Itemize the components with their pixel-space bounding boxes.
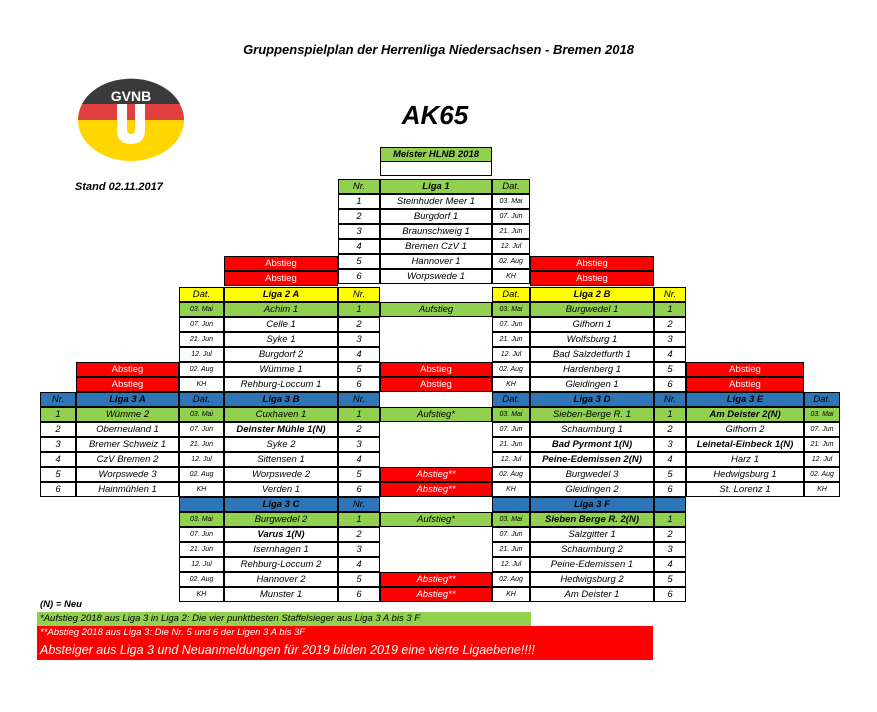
- table-cell-date: 07. Jun: [179, 317, 224, 332]
- table-cell-team: Burgwedel 3: [530, 467, 654, 482]
- stand-date: Stand 02.11.2017: [75, 181, 163, 193]
- table-cell-team: Leinetal-Einbeck 1(N): [686, 437, 804, 452]
- table-cell-nr: 6: [654, 587, 686, 602]
- table-cell-nr: 3: [654, 332, 686, 347]
- table-cell-nr: 4: [338, 557, 380, 572]
- aufstieg-note: *Aufstieg 2018 aus Liga 3 in Liga 2: Die vier punktbesten Staffelsieger aus Liga 3 A bis 3 F: [37, 612, 531, 626]
- table-cell-nr: 2: [338, 422, 380, 437]
- liga3-aufstieg: Aufstieg*: [380, 512, 492, 527]
- table-cell-team: Isernhagen 1: [224, 542, 338, 557]
- table-cell-date: 12. Jul: [492, 239, 530, 254]
- table-cell-team: Hainmühlen 1: [76, 482, 179, 497]
- table-cell-nr: 1: [654, 302, 686, 317]
- table-cell-team: Hannover 2: [224, 572, 338, 587]
- table-cell-date: 03. Mai: [804, 407, 840, 422]
- table-cell-date: 02. Aug: [492, 467, 530, 482]
- table-cell-date: 03. Mai: [492, 512, 530, 527]
- table-cell-nr: 4: [654, 557, 686, 572]
- liga2b-header-dat: Dat.: [492, 287, 530, 302]
- table-cell-team: Wolfsburg 1: [530, 332, 654, 347]
- liga2a-abstieg: Abstieg: [76, 377, 179, 392]
- table-cell-date: 21. Jun: [492, 542, 530, 557]
- liga3d-header-dat: Dat.: [492, 392, 530, 407]
- neu-note: (N) = Neu: [40, 599, 82, 610]
- liga3c-header-nr: Nr.: [338, 497, 380, 512]
- page-title: Gruppenspielplan der Herrenliga Niedersachsen - Bremen 2018: [243, 42, 634, 57]
- liga2a-header-nr: Nr.: [338, 287, 380, 302]
- table-cell-team: Munster 1: [224, 587, 338, 602]
- table-cell-date: 03. Mai: [492, 302, 530, 317]
- table-cell-nr: 5: [338, 572, 380, 587]
- table-cell-date: KH: [179, 587, 224, 602]
- abstieg-note: **Abstieg 2018 aus Liga 3: Die Nr. 5 und 6 der Ligen 3 A bis 3F: [37, 626, 653, 640]
- table-cell-team: Hardenberg 1: [530, 362, 654, 377]
- table-cell-nr: 4: [654, 452, 686, 467]
- table-cell-team: Varus 1(N): [224, 527, 338, 542]
- table-cell-nr: 6: [338, 587, 380, 602]
- meister-header: Meister HLNB 2018: [380, 147, 492, 162]
- liga3f-header-blank: [654, 497, 686, 512]
- table-cell-nr: 2: [338, 527, 380, 542]
- gvnb-logo: [77, 78, 185, 162]
- liga2b-abstieg: Abstieg: [686, 362, 804, 377]
- table-cell-date: KH: [492, 377, 530, 392]
- table-cell-team: Sittensen 1: [224, 452, 338, 467]
- liga3b-header-title: Liga 3 B: [224, 392, 338, 407]
- table-cell-date: KH: [804, 482, 840, 497]
- table-cell-date: KH: [179, 482, 224, 497]
- table-cell-date: 12. Jul: [179, 452, 224, 467]
- liga2b-abstieg: Abstieg: [686, 377, 804, 392]
- table-cell-date: 21. Jun: [179, 437, 224, 452]
- table-cell-nr: 3: [654, 437, 686, 452]
- liga3-abstieg: Abstieg**: [380, 572, 492, 587]
- table-cell-team: Bad Pyrmont 1(N): [530, 437, 654, 452]
- liga3c-header-title: Liga 3 C: [224, 497, 338, 512]
- table-cell-date: 12. Jul: [492, 347, 530, 362]
- table-cell-nr: 3: [338, 332, 380, 347]
- table-cell-date: KH: [179, 377, 224, 392]
- table-cell-date: 21. Jun: [492, 332, 530, 347]
- table-cell-nr: 2: [654, 317, 686, 332]
- liga3a-header-dat: Dat.: [179, 392, 224, 407]
- table-cell-date: 02. Aug: [804, 467, 840, 482]
- table-cell-nr: 3: [654, 542, 686, 557]
- liga2-aufstieg: Aufstieg: [380, 302, 492, 317]
- table-cell-team: Hannover 1: [380, 254, 492, 269]
- meister-cell: [380, 161, 492, 176]
- table-cell-team: Celle 1: [224, 317, 338, 332]
- liga3a-header-nr: Nr.: [40, 392, 76, 407]
- table-cell-nr: 4: [338, 347, 380, 362]
- liga3f-header-blank: [492, 497, 530, 512]
- table-cell-team: Burgdorf 1: [380, 209, 492, 224]
- banner-note: Absteiger aus Liga 3 und Neuanmeldungen für 2019 bilden 2019 eine vierte Ligaebene!!!!: [37, 640, 653, 660]
- table-cell-date: 03. Mai: [179, 302, 224, 317]
- table-cell-team: Am Deister 2(N): [686, 407, 804, 422]
- table-cell-date: 02. Aug: [179, 572, 224, 587]
- table-cell-date: 02. Aug: [179, 362, 224, 377]
- table-cell-nr: 6: [40, 482, 76, 497]
- liga1-abstieg-right: Abstieg: [530, 256, 654, 271]
- liga3e-header-dat: Dat.: [804, 392, 840, 407]
- table-cell-nr: 6: [654, 377, 686, 392]
- table-cell-team: Oberneuland 1: [76, 422, 179, 437]
- table-cell-team: Salzgitter 1: [530, 527, 654, 542]
- table-cell-nr: 6: [338, 377, 380, 392]
- table-cell-date: 21. Jun: [179, 332, 224, 347]
- table-cell-nr: 1: [338, 194, 380, 209]
- table-cell-nr: 3: [338, 542, 380, 557]
- table-cell-team: Deinster Mühle 1(N): [224, 422, 338, 437]
- table-cell-date: 02. Aug: [179, 467, 224, 482]
- liga2a-header-dat: Dat.: [179, 287, 224, 302]
- table-cell-team: CzV Bremen 2: [76, 452, 179, 467]
- table-cell-nr: 1: [40, 407, 76, 422]
- table-cell-team: Am Deister 1: [530, 587, 654, 602]
- table-cell-nr: 2: [654, 422, 686, 437]
- liga1-abstieg-left: Abstieg: [224, 271, 338, 286]
- table-cell-nr: 6: [338, 269, 380, 284]
- liga3-abstieg: Abstieg**: [380, 587, 492, 602]
- table-cell-team: Sieben-Berge R. 1: [530, 407, 654, 422]
- table-cell-team: Syke 2: [224, 437, 338, 452]
- table-cell-team: Harz 1: [686, 452, 804, 467]
- table-cell-date: 21. Jun: [492, 224, 530, 239]
- table-cell-team: Hedwigsburg 2: [530, 572, 654, 587]
- table-cell-team: Burgwedel 2: [224, 512, 338, 527]
- table-cell-nr: 5: [40, 467, 76, 482]
- table-cell-team: Wümme 1: [224, 362, 338, 377]
- table-cell-date: 21. Jun: [492, 437, 530, 452]
- liga2a-abstieg: Abstieg: [76, 362, 179, 377]
- table-cell-team: Steinhuder Meer 1: [380, 194, 492, 209]
- table-cell-date: 02. Aug: [492, 254, 530, 269]
- table-cell-date: 07. Jun: [492, 209, 530, 224]
- table-cell-nr: 5: [338, 362, 380, 377]
- table-cell-team: Bad Salzdetfurth 1: [530, 347, 654, 362]
- table-cell-nr: 6: [654, 482, 686, 497]
- table-cell-date: 07. Jun: [492, 422, 530, 437]
- table-cell-date: 12. Jul: [492, 557, 530, 572]
- table-cell-nr: 1: [654, 407, 686, 422]
- table-cell-nr: 5: [654, 572, 686, 587]
- table-cell-date: 21. Jun: [179, 542, 224, 557]
- table-cell-date: KH: [492, 482, 530, 497]
- table-cell-nr: 5: [654, 467, 686, 482]
- liga3-abstieg: Abstieg**: [380, 467, 492, 482]
- table-cell-nr: 1: [338, 407, 380, 422]
- table-cell-team: Gleidingen 2: [530, 482, 654, 497]
- table-cell-nr: 4: [338, 452, 380, 467]
- table-cell-team: Bremen CzV 1: [380, 239, 492, 254]
- table-cell-date: 03. Mai: [179, 407, 224, 422]
- liga1-header-nr: Nr.: [338, 179, 380, 194]
- liga3-abstieg: Abstieg**: [380, 482, 492, 497]
- table-cell-nr: 5: [338, 254, 380, 269]
- table-cell-team: Verden 1: [224, 482, 338, 497]
- liga2b-header-title: Liga 2 B: [530, 287, 654, 302]
- table-cell-nr: 4: [338, 239, 380, 254]
- liga3f-header-title: Liga 3 F: [530, 497, 654, 512]
- table-cell-team: Hedwigsburg 1: [686, 467, 804, 482]
- table-cell-date: KH: [492, 269, 530, 284]
- table-cell-date: 07. Jun: [492, 317, 530, 332]
- table-cell-date: 02. Aug: [492, 362, 530, 377]
- table-cell-team: Schaumburg 1: [530, 422, 654, 437]
- liga3-aufstieg: Aufstieg*: [380, 407, 492, 422]
- table-cell-date: 12. Jul: [804, 452, 840, 467]
- table-cell-date: 07. Jun: [492, 527, 530, 542]
- table-cell-date: 03. Mai: [492, 194, 530, 209]
- table-cell-nr: 1: [654, 512, 686, 527]
- table-cell-nr: 1: [338, 302, 380, 317]
- table-cell-team: Rehburg-Loccum 2: [224, 557, 338, 572]
- table-cell-nr: 4: [40, 452, 76, 467]
- table-cell-team: Gifhorn 2: [686, 422, 804, 437]
- table-cell-date: 21. Jun: [804, 437, 840, 452]
- table-cell-nr: 4: [654, 347, 686, 362]
- age-class-heading: AK65: [401, 100, 469, 130]
- table-cell-date: 12. Jul: [179, 557, 224, 572]
- table-cell-date: 07. Jun: [179, 527, 224, 542]
- liga3b-header-nr: Nr.: [338, 392, 380, 407]
- liga3d-header-title: Liga 3 D: [530, 392, 654, 407]
- table-cell-team: Peine-Edemissen 1: [530, 557, 654, 572]
- table-cell-date: 12. Jul: [492, 452, 530, 467]
- svg-text:GVNB: GVNB: [110, 88, 152, 104]
- table-cell-nr: 3: [338, 224, 380, 239]
- table-cell-nr: 2: [338, 209, 380, 224]
- liga1-header-title: Liga 1: [380, 179, 492, 194]
- liga3e-header-title: Liga 3 E: [686, 392, 804, 407]
- table-cell-team: Bremer Schweiz 1: [76, 437, 179, 452]
- table-cell-nr: 2: [338, 317, 380, 332]
- table-cell-team: Cuxhaven 1: [224, 407, 338, 422]
- table-cell-nr: 3: [338, 437, 380, 452]
- liga1-header-dat: Dat.: [492, 179, 530, 194]
- table-cell-team: Burgdorf 2: [224, 347, 338, 362]
- table-cell-team: Worpswede 1: [380, 269, 492, 284]
- liga3c-header-blank: [179, 497, 224, 512]
- table-cell-date: 03. Mai: [492, 407, 530, 422]
- table-cell-team: Achim 1: [224, 302, 338, 317]
- table-cell-team: Wümme 2: [76, 407, 179, 422]
- liga1-abstieg-right: Abstieg: [530, 271, 654, 286]
- liga3a-header-title: Liga 3 A: [76, 392, 179, 407]
- table-cell-team: Schaumburg 2: [530, 542, 654, 557]
- liga2b-header-nr: Nr.: [654, 287, 686, 302]
- table-cell-date: 07. Jun: [179, 422, 224, 437]
- table-cell-nr: 2: [654, 527, 686, 542]
- table-cell-team: Gifhorn 1: [530, 317, 654, 332]
- table-cell-date: 12. Jul: [179, 347, 224, 362]
- table-cell-nr: 1: [338, 512, 380, 527]
- table-cell-team: Gleidingen 1: [530, 377, 654, 392]
- table-cell-nr: 2: [40, 422, 76, 437]
- table-cell-date: 03. Mai: [179, 512, 224, 527]
- table-cell-team: Worpswede 3: [76, 467, 179, 482]
- table-cell-team: Sieben Berge R. 2(N): [530, 512, 654, 527]
- liga2-abstieg: Abstieg: [380, 362, 492, 377]
- table-cell-nr: 3: [40, 437, 76, 452]
- table-cell-nr: 5: [654, 362, 686, 377]
- liga2-abstieg: Abstieg: [380, 377, 492, 392]
- table-cell-team: Braunschweig 1: [380, 224, 492, 239]
- table-cell-date: 07. Jun: [804, 422, 840, 437]
- table-cell-nr: 6: [338, 482, 380, 497]
- table-cell-team: Worpswede 2: [224, 467, 338, 482]
- table-cell-team: St. Lorenz 1: [686, 482, 804, 497]
- table-cell-team: Syke 1: [224, 332, 338, 347]
- table-cell-team: Rehburg-Loccum 1: [224, 377, 338, 392]
- table-cell-team: Peine-Edemissen 2(N): [530, 452, 654, 467]
- table-cell-nr: 5: [338, 467, 380, 482]
- liga3d-header-nr: Nr.: [654, 392, 686, 407]
- liga1-abstieg-left: Abstieg: [224, 256, 338, 271]
- liga2a-header-title: Liga 2 A: [224, 287, 338, 302]
- table-cell-team: Burgwedel 1: [530, 302, 654, 317]
- table-cell-date: KH: [492, 587, 530, 602]
- table-cell-date: 02. Aug: [492, 572, 530, 587]
